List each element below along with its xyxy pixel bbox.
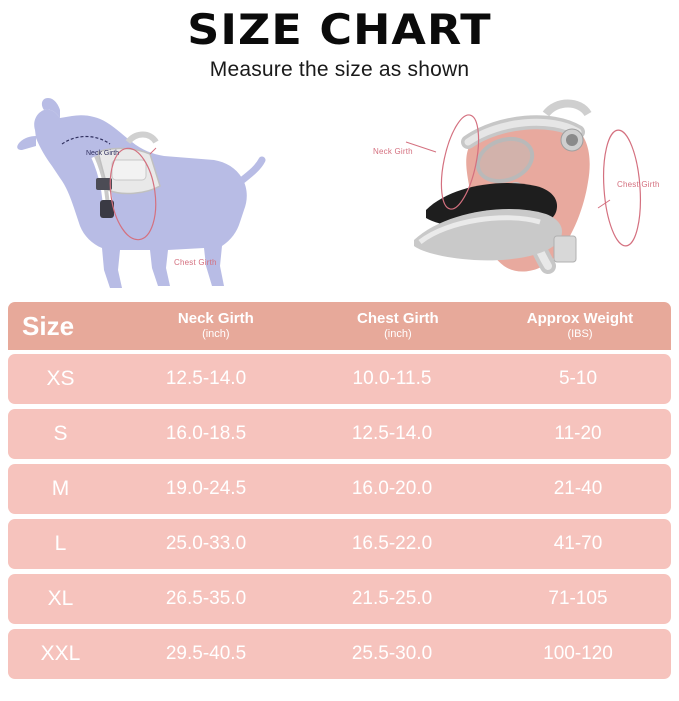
dog-neck-girth-label: Neck Girth bbox=[86, 150, 120, 158]
cell-size: XS bbox=[46, 367, 75, 390]
cell-chest-girth: 10.0-11.5 bbox=[352, 368, 432, 389]
harness-figure-svg bbox=[340, 90, 679, 295]
cell-size: S bbox=[53, 422, 68, 445]
page-subtitle: Measure the size as shown bbox=[209, 58, 470, 82]
column-header-approx-weight-unit: (IBS) bbox=[567, 328, 593, 341]
table-row bbox=[8, 354, 671, 404]
cell-chest-girth: 12.5-14.0 bbox=[351, 423, 433, 444]
cell-neck-girth: 26.5-35.0 bbox=[165, 588, 247, 609]
size-table bbox=[8, 302, 671, 684]
cell-approx-weight: 21-40 bbox=[553, 478, 603, 499]
cell-size: L bbox=[54, 532, 67, 555]
cell-approx-weight: 11-20 bbox=[554, 423, 602, 444]
dog-illustration bbox=[0, 90, 340, 295]
page-title: SIZE CHART bbox=[187, 5, 492, 54]
cell-approx-weight: 100-120 bbox=[543, 643, 613, 664]
table-row bbox=[8, 629, 671, 679]
cell-neck-girth: 25.0-33.0 bbox=[165, 533, 247, 554]
cell-chest-girth: 16.0-20.0 bbox=[351, 478, 433, 499]
column-header-approx-weight bbox=[489, 310, 671, 342]
cell-neck-girth: 16.0-18.5 bbox=[165, 423, 247, 444]
column-header-chest-girth bbox=[307, 310, 489, 342]
harness-chest-girth-label: Chest Girth bbox=[617, 180, 660, 190]
cell-neck-girth: 29.5-40.5 bbox=[165, 643, 247, 664]
dog-chest-girth-label: Chest Girth bbox=[174, 258, 217, 268]
column-header-neck-girth bbox=[125, 310, 307, 342]
harness-illustration bbox=[340, 90, 679, 295]
table-row bbox=[8, 409, 671, 459]
cell-approx-weight: 71-105 bbox=[548, 588, 608, 609]
table-row bbox=[8, 574, 671, 624]
cell-chest-girth: 25.5-30.0 bbox=[351, 643, 433, 664]
cell-approx-weight: 41-70 bbox=[553, 533, 603, 554]
cell-chest-girth: 21.5-25.0 bbox=[351, 588, 433, 609]
cell-chest-girth: 16.5-22.0 bbox=[351, 533, 433, 554]
column-header-neck-girth-unit: (inch) bbox=[202, 328, 230, 341]
dog-figure-svg bbox=[0, 90, 340, 295]
page-header bbox=[0, 0, 679, 82]
column-header-chest-girth-unit: (inch) bbox=[384, 328, 412, 341]
column-header-chest-girth-label: Chest Girth bbox=[357, 310, 439, 328]
table-row bbox=[8, 519, 671, 569]
column-header-size: Size bbox=[22, 310, 75, 341]
cell-size: XXL bbox=[40, 642, 81, 665]
column-header-approx-weight-label: Approx Weight bbox=[526, 310, 634, 328]
table-header-row bbox=[8, 302, 671, 350]
table-row bbox=[8, 464, 671, 514]
cell-approx-weight: 5-10 bbox=[558, 368, 598, 389]
cell-neck-girth: 12.5-14.0 bbox=[165, 368, 247, 389]
harness-neck-girth-label: Neck Girth bbox=[373, 147, 413, 157]
column-header-neck-girth-label: Neck Girth bbox=[177, 310, 254, 328]
cell-neck-girth: 19.0-24.5 bbox=[165, 478, 247, 499]
illustration-area bbox=[0, 90, 679, 295]
cell-size: XL bbox=[47, 587, 74, 610]
cell-size: M bbox=[51, 477, 70, 500]
